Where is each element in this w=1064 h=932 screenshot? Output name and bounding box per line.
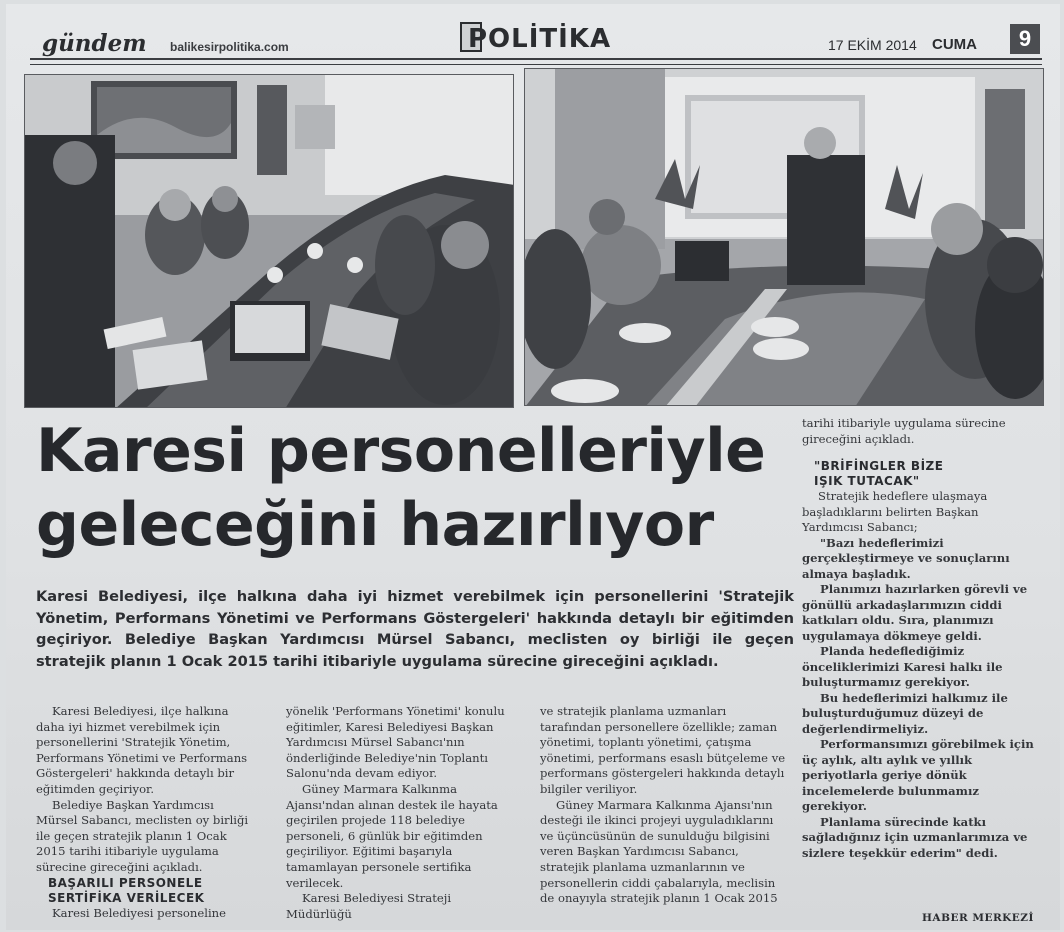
issue-day: CUMA <box>932 36 977 53</box>
quote-paragraph-6: Planlama sürecinde katkı sağladığınız için uzmanlarımıza ve sizlere teşekkür ederim" dedi. <box>802 814 1028 860</box>
col2-paragraph-3: Karesi Belediyesi Strateji Müdürlüğü <box>286 891 452 921</box>
photo-presentation <box>524 68 1044 406</box>
subhead-certificate-2: SERTİFİKA VERİLECEK <box>48 890 205 905</box>
masthead-rule <box>30 58 1042 60</box>
subhead-briefings-1: "BRİFİNGLER BİZE <box>814 459 944 473</box>
quote-paragraph-5: Performansımızı görebilmek için üç aylık, altı aylık ve yıllık periyotlarla geriye dönük incelemelerde bulunmamız gerekiyor. <box>802 737 1034 813</box>
photo-meeting-table <box>24 74 514 408</box>
newspaper-logo: POLİTİKA <box>468 24 612 54</box>
page-number-badge: 9 <box>1010 24 1040 54</box>
col1-paragraph-1: Karesi Belediyesi, ilçe halkına daha iyi hizmet verebilmek için personellerini 'Stratejik Yönetim, Performans Yönetimi ve Performans Göstergeleri' hakkında detaylı bir eğitimden geçiriyor. <box>36 704 248 796</box>
headline <box>36 414 806 562</box>
col1-paragraph-3: Karesi Belediyesi personeline <box>52 905 226 920</box>
body-column-3 <box>540 704 790 907</box>
subhead-certificate-1: BAŞARILI PERSONELE <box>48 875 203 890</box>
body-column-4 <box>802 416 1038 861</box>
lead-paragraph: Karesi Belediyesi, ilçe halkına daha iyi hizmet verebilmek için personellerini 'Stratejik Yönetim, Performans Yönetimi ve Performans Göstergeleri' hakkında detaylı bir eğitimden geçiriyor. Belediye Başkan Yardımcısı Mürsel Sabancı, meclisten oy birliği ile geçen stratejik planın 1 Ocak 2015 tarihi itibariyle uygulama sürecine gireceğini açıkladı. <box>36 588 794 670</box>
quote-paragraph-2: Planımızı hazırlarken görevli ve gönüllü arkadaşlarımızın ciddi katkıları oldu. Sıra, planımızı uygulamaya dökmeye geldi. <box>802 582 1028 643</box>
col4-paragraph-2: Stratejik hedeflere ulaşmaya başladıklarını belirten Başkan Yardımcısı Sabancı; <box>802 489 988 534</box>
quote-paragraph-1: "Bazı hedeflerimizi gerçekleştirmeye ve sonuçlarını almaya başladık. <box>802 535 1010 581</box>
col3-paragraph-2: Güney Marmara Kalkınma Ajansı'nın desteği ile ikinci projeyi uyguladıklarını ve üçüncüsünün de sunulduğu bilgisini veren Başkan Yardımcısı Sabancı, stratejik planlama uzmanlarının ve personellerin ciddi çabalarıyla, meclisin de onayıyla stratejik planın 1 Ocak 2015 <box>540 797 778 906</box>
col2-paragraph-1: yönelik 'Performans Yönetimi' konulu eğitimler, Karesi Belediyesi Başkan Yardımcısı Mürsel Sabancı'nın önderliğinde Belediye'nin Toplantı Salonu'nda devam ediyor. <box>286 704 505 781</box>
masthead-rule-thin <box>30 64 1042 65</box>
quote-block <box>802 536 1038 862</box>
site-url: balikesirpolitika.com <box>170 40 289 54</box>
subhead-briefings-2: IŞIK TUTACAK" <box>814 474 920 488</box>
headline-line-1: Karesi personelleriyle <box>36 416 766 486</box>
newspaper-page <box>6 4 1060 930</box>
col4-paragraph-1: tarihi itibariyle uygulama sürecine gireceğini açıkladı. <box>802 416 1006 446</box>
byline-signature: HABER MERKEZİ <box>922 912 1034 924</box>
body-column-2 <box>286 704 514 922</box>
col3-paragraph-1: ve stratejik planlama uzmanları tarafından personellere özellikle; zaman yönetimi, toplantı yönetimi, çatışma yönetimi, performans esaslı bütçeleme ve performans göstergeleri hakkında detaylı bilgiler veriliyor. <box>540 704 786 796</box>
section-name: gündem <box>42 30 147 57</box>
quote-paragraph-3: Planda hedeflediğimiz önceliklerimizi Karesi halkı ile buluşturmamız gerekiyor. <box>802 644 1003 689</box>
quote-paragraph-4: Bu hedeflerimizi halkımız ile buluşturduğumuz düzeyi de değerlendirmeliyiz. <box>802 690 1008 736</box>
col1-paragraph-2: Belediye Başkan Yardımcısı Mürsel Sabancı, meclisten oy birliği ile geçen stratejik planın 1 Ocak 2015 tarihi itibariyle uygulama sürecine gireceğini açıkladı. <box>36 797 249 874</box>
col2-paragraph-2: Güney Marmara Kalkınma Ajansı'ndan alınan destek ile hayata geçirilen projede 118 belediye personeli, 6 günlük bir eğitimden geçiriliyor. Eğitimi başarıyla tamamlayan personele sertifika verilecek. <box>286 781 498 890</box>
body-column-1 <box>36 704 258 921</box>
headline-line-2: geleceğini hazırlıyor <box>36 490 714 560</box>
issue-date: 17 EKİM 2014 <box>828 37 917 53</box>
